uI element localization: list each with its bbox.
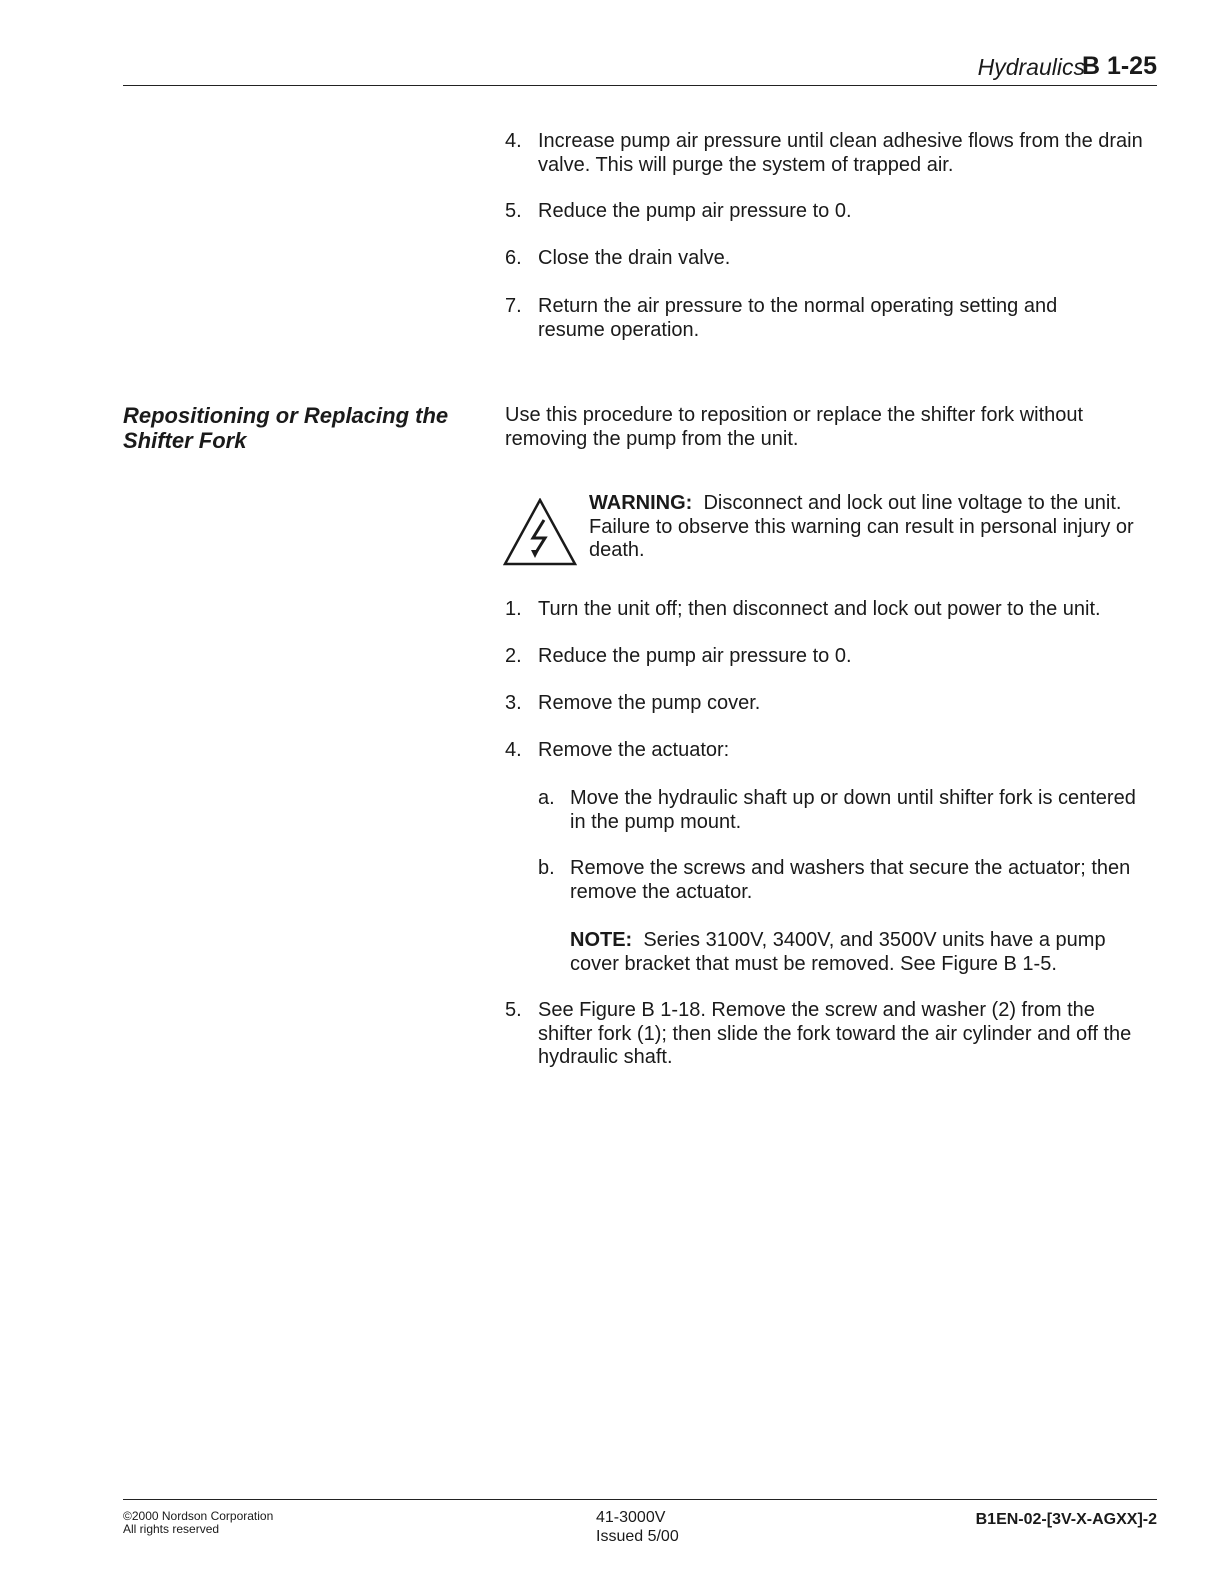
step-number: 5. bbox=[505, 200, 522, 222]
substep-text: Remove the screws and washers that secure the actuator; then remove the actuator. bbox=[570, 857, 1131, 903]
step-number: 4. bbox=[505, 130, 522, 152]
step-text: Return the air pressure to the normal operating setting and resume operation. bbox=[538, 295, 1058, 341]
section-intro: Use this procedure to reposition or replace the shifter fork without removing the pump from the unit. bbox=[505, 404, 1084, 450]
section-heading: Repositioning or Replacing the Shifter Fork bbox=[123, 403, 449, 453]
footer-issued: Issued 5/00 bbox=[596, 1528, 679, 1545]
footer-copyright-block bbox=[123, 1510, 273, 1536]
step-number: 7. bbox=[505, 295, 522, 317]
step-text: Reduce the pump air pressure to 0. bbox=[538, 200, 852, 222]
note-label: NOTE: bbox=[570, 929, 633, 951]
step-number: 3. bbox=[505, 692, 522, 714]
warning-message bbox=[589, 492, 1149, 563]
footer-code: B1EN-02-[3V-X-AGXX]-2 bbox=[975, 1511, 1157, 1528]
note-text: Series 3100V, 3400V, and 3500V units have a pump cover bracket that must be removed. See Figure B 1-5. bbox=[570, 929, 1106, 975]
note bbox=[570, 929, 1130, 976]
footer-copyright: ©2000 Nordson Corporation bbox=[123, 1509, 274, 1523]
step-number: 6. bbox=[505, 247, 522, 269]
header-page-number: B 1-25 bbox=[1081, 52, 1157, 80]
step-text: See Figure B 1-18. Remove the screw and washer (2) from the shifter fork (1); then slide the fork toward the air cylinder and off the hydraulic shaft. bbox=[538, 999, 1132, 1068]
footer-rights: All rights reserved bbox=[123, 1522, 220, 1536]
step-number: 5. bbox=[505, 999, 522, 1021]
substep-letter: a. bbox=[538, 787, 555, 809]
step-number: 2. bbox=[505, 645, 522, 667]
header-rule bbox=[123, 85, 1157, 86]
step-text: Reduce the pump air pressure to 0. bbox=[538, 645, 852, 667]
warning-label: WARNING: bbox=[589, 492, 693, 514]
step-number: 4. bbox=[505, 739, 522, 761]
step-number: 1. bbox=[505, 598, 522, 620]
step-text: Close the drain valve. bbox=[538, 247, 731, 269]
warning-text: Disconnect and lock out line voltage to the unit. Failure to observe this warning can result in personal injury or death. bbox=[589, 492, 1134, 561]
step-text: Remove the pump cover. bbox=[538, 692, 761, 714]
footer-doc-number: 41-3000V bbox=[596, 1509, 666, 1526]
step-text: Turn the unit off; then disconnect and lock out power to the unit. bbox=[538, 598, 1101, 620]
substep-letter: b. bbox=[538, 857, 555, 879]
header-section-title: Hydraulics bbox=[977, 54, 1085, 80]
step-text: Increase pump air pressure until clean adhesive flows from the drain valve. This will purge the system of trapped air. bbox=[538, 130, 1143, 176]
footer-doc-block bbox=[596, 1508, 679, 1546]
footer-rule bbox=[123, 1499, 1157, 1500]
substep-text: Move the hydraulic shaft up or down until shifter fork is centered in the pump mount. bbox=[570, 787, 1136, 833]
step-text: Remove the actuator: bbox=[538, 739, 730, 761]
electrical-hazard-warning-icon bbox=[503, 498, 577, 566]
